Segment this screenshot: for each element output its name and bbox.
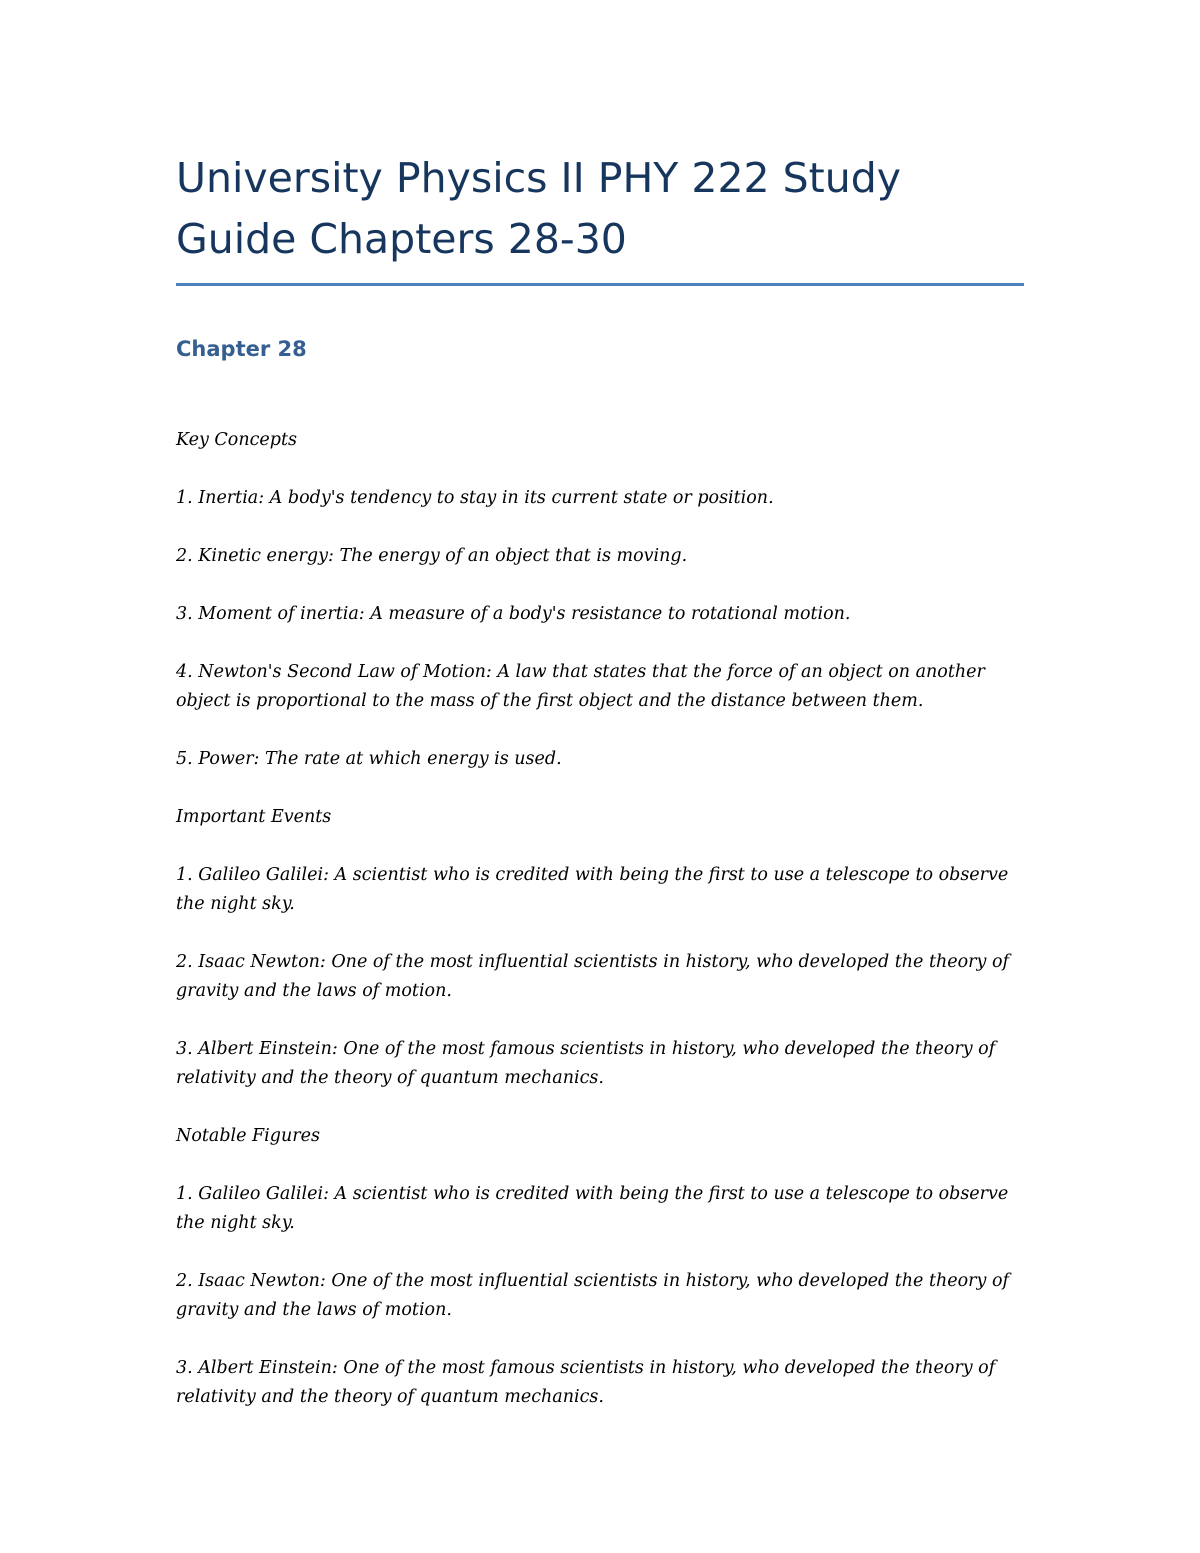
list-item: 4. Newton's Second Law of Motion: A law that states that the force of an object on another object is proportional to the mass of the first object and the distance between them. <box>176 662 985 711</box>
list-item: 2. Kinetic energy: The energy of an object that is moving. <box>176 546 688 566</box>
list-item: 1. Galileo Galilei: A scientist who is credited with being the first to use a telescope to observe the night sky. <box>176 865 1009 914</box>
page-content <box>176 148 1024 1412</box>
section-key-concepts <box>176 426 1024 774</box>
section-label: Notable Figures <box>176 1126 320 1146</box>
list-item: 5. Power: The rate at which energy is used. <box>176 749 562 769</box>
list-item: 3. Albert Einstein: One of the most famous scientists in history, who developed the theory of relativity and the theory of quantum mechanics. <box>176 1039 996 1088</box>
list-item: 2. Isaac Newton: One of the most influential scientists in history, who developed the theory of gravity and the laws of motion. <box>176 1271 1009 1320</box>
document-title: University Physics II PHY 222 Study Guide Chapters 28-30 <box>176 154 902 263</box>
section-label: Important Events <box>176 807 332 827</box>
list-item: 1. Inertia: A body's tendency to stay in its current state or position. <box>176 488 774 508</box>
chapter-heading: Chapter 28 <box>176 337 307 361</box>
title-underline-rule <box>176 283 1024 286</box>
sections-container <box>176 426 1024 1412</box>
section-important-events <box>176 803 1024 1093</box>
list-item: 3. Moment of inertia: A measure of a body's resistance to rotational motion. <box>176 604 851 624</box>
list-item: 1. Galileo Galilei: A scientist who is credited with being the first to use a telescope to observe the night sky. <box>176 1184 1009 1233</box>
list-item: 3. Albert Einstein: One of the most famous scientists in history, who developed the theory of relativity and the theory of quantum mechanics. <box>176 1358 996 1407</box>
list-item: 2. Isaac Newton: One of the most influential scientists in history, who developed the theory of gravity and the laws of motion. <box>176 952 1009 1001</box>
section-notable-figures <box>176 1122 1024 1412</box>
section-label: Key Concepts <box>176 430 297 450</box>
